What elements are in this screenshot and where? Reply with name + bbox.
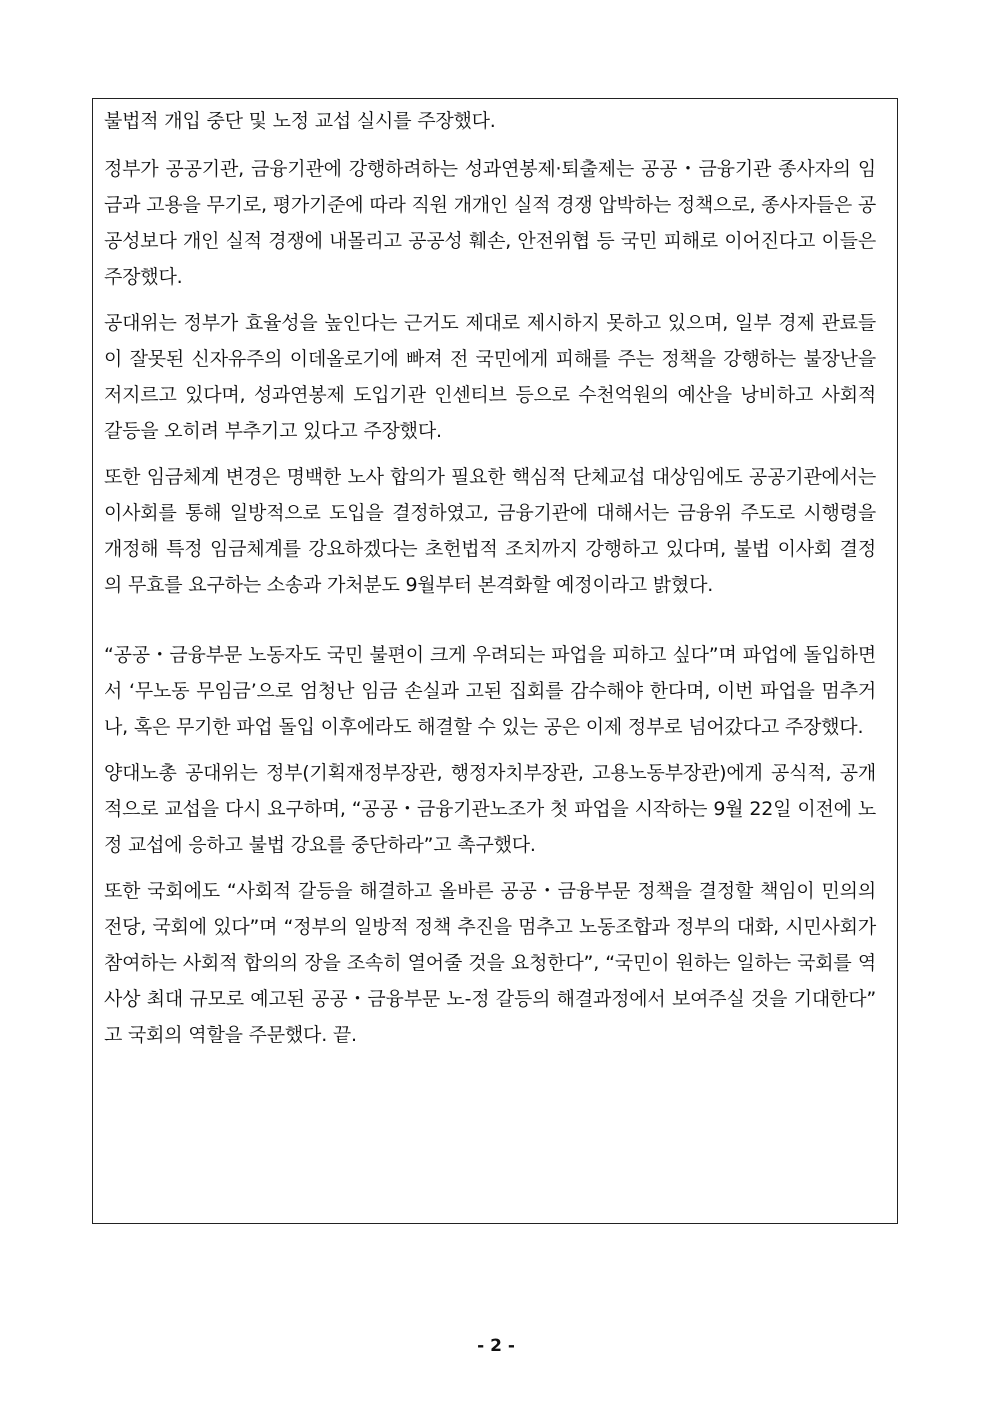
paragraph-4: 또한 임금체계 변경은 명백한 노사 합의가 필요한 핵심적 단체교섭 대상임에도 공공기관에서는 이사회를 통해 일방적으로 도입을 결정하였고, 금융기관에 대해서는 금융위 주도로 시행령을 개정해 특정 임금체계를 강요하겠다는 초헌법적 조치까지 강행하고 있다며, 불법 이사회 결정의 무효를 요구하는 소송과 가처분도 9월부터 본격화할 예정이라고 밝혔다. [104,466,876,596]
paragraph-2: 정부가 공공기관, 금융기관에 강행하려하는 성과연봉제·퇴출제는 공공・금융기관 종사자의 임금과 고용을 무기로, 평가기준에 따라 직원 개개인 실적 경쟁 압박하는 정책으로, 종사자들은 공공성보다 개인 실적 경쟁에 내몰리고 공공성 훼손, 안전위협 등 국민 피해로 이어진다고 이들은 주장했다. [104,158,876,288]
paragraph-5: “공공・금융부문 노동자도 국민 불편이 크게 우려되는 파업을 피하고 싶다”며 파업에 돌입하면서 ‘무노동 무임금’으로 엄청난 임금 손실과 고된 집회를 감수해야 한다며, 이번 파업을 멈추거나, 혹은 무기한 파업 돌입 이후에라도 해결할 수 있는 공은 이제 정부로 넘어갔다고 주장했다. [104,644,876,738]
paragraph-3: 공대위는 정부가 효율성을 높인다는 근거도 제대로 제시하지 못하고 있으며, 일부 경제 관료들이 잘못된 신자유주의 이데올로기에 빠져 전 국민에게 피해를 주는 정책을 강행하는 불장난을 저지르고 있다며, 성과연봉제 도입기관 인센티브 등으로 수천억원의 예산을 낭비하고 사회적 갈등을 오히려 부추기고 있다고 주장했다. [104,312,876,442]
paragraph-1: 불법적 개입 중단 및 노정 교섭 실시를 주장했다. [104,110,496,132]
document-body [104,103,876,1063]
paragraph-7: 또한 국회에도 “사회적 갈등을 해결하고 올바른 공공・금융부문 정책을 결정할 책임이 민의의 전당, 국회에 있다”며 “정부의 일방적 정책 추진을 멈추고 노동조합과 정부의 대화, 시민사회가 참여하는 사회적 합의의 장을 조속히 열어줄 것을 요청한다”, “국민이 원하는 일하는 국회를 역사상 최대 규모로 예고된 공공・금융부문 노-정 갈등의 해결과정에서 보여주실 것을 기대한다” 고 국회의 역할을 주문했다. 끝. [104,880,876,1046]
page-number: - 2 - [477,1336,515,1356]
paragraph-6: 양대노총 공대위는 정부(기획재정부장관, 행정자치부장관, 고용노동부장관)에게 공식적, 공개적으로 교섭을 다시 요구하며, “공공・금융기관노조가 첫 파업을 시작하는 9월 22일 이전에 노정 교섭에 응하고 불법 강요를 중단하라”고 촉구했다. [104,762,876,856]
